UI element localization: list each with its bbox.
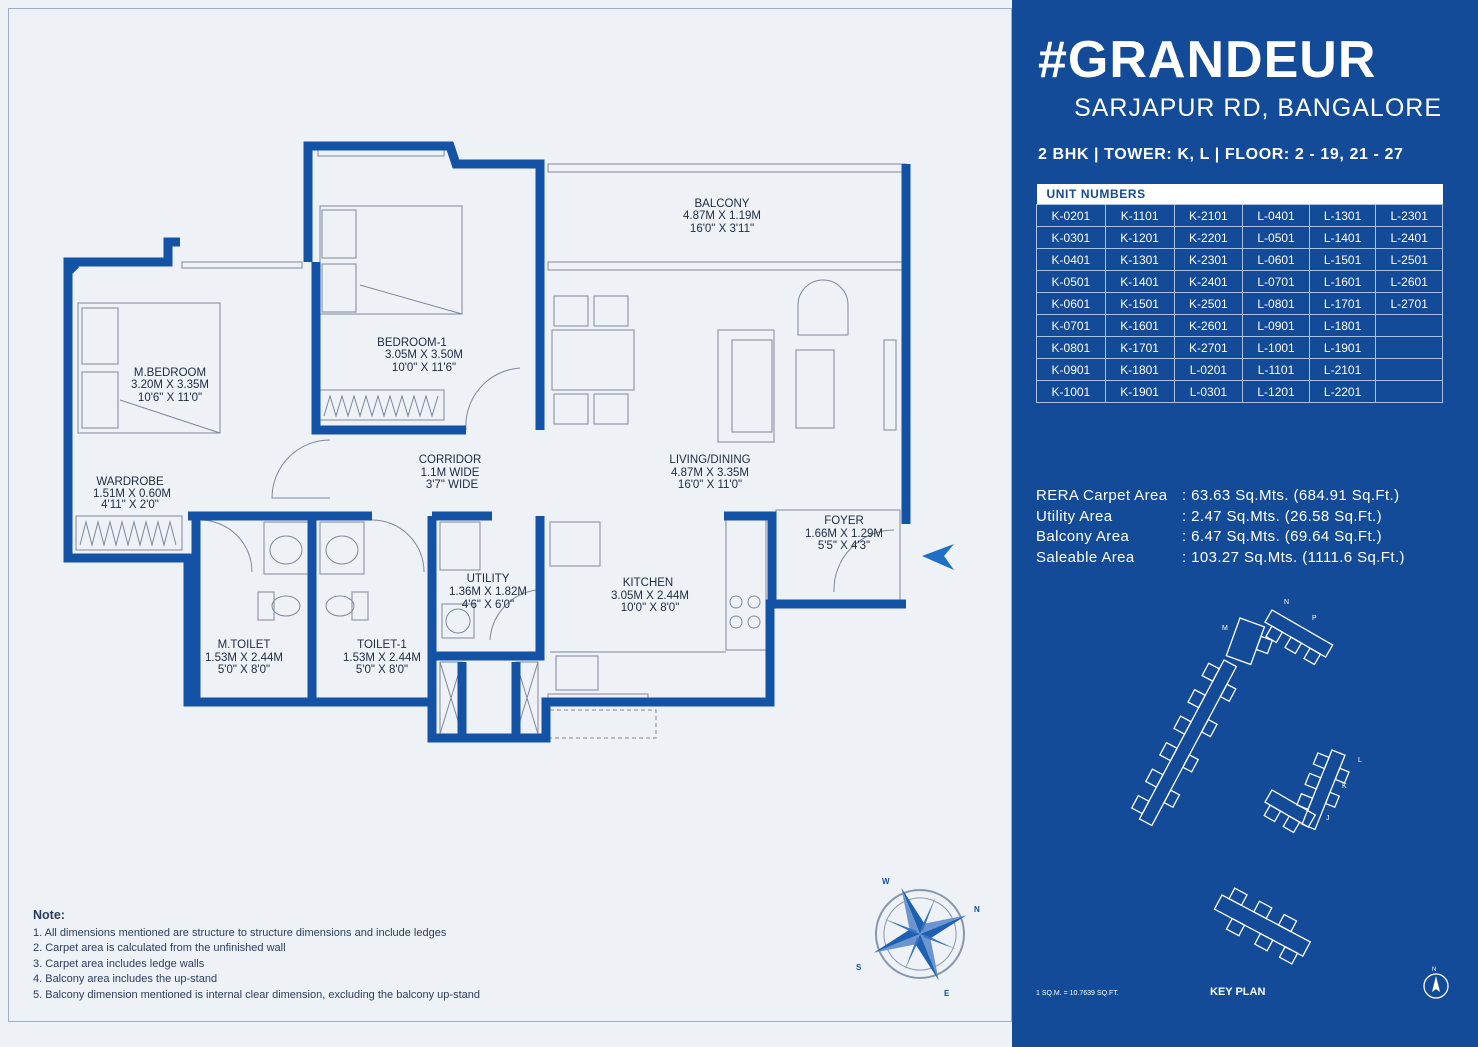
bedroom1-name: BEDROOM-1 (377, 337, 447, 349)
note-item: 3. Carpet area includes ledge walls (33, 957, 205, 970)
notes-title: Note: (33, 908, 65, 922)
table-row (1037, 271, 1443, 293)
table-row (1037, 205, 1443, 227)
armchair (798, 280, 848, 335)
unit-cell: K-0201 (1037, 205, 1106, 227)
compass-rose-icon (855, 869, 985, 999)
toilet1-metric: 1.53M X 2.44M (343, 652, 421, 664)
unit-cell: L-0801 (1243, 293, 1310, 315)
unit-cell: K-0701 (1037, 315, 1106, 337)
area-label: Balcony Area (1036, 528, 1130, 545)
unit-cell: K-2301 (1174, 249, 1243, 271)
unit-cell: K-1901 (1105, 381, 1174, 403)
table-row (1037, 337, 1443, 359)
unit-cell: K-1501 (1105, 293, 1174, 315)
unit-cell: K-1801 (1105, 359, 1174, 381)
wall (724, 516, 772, 604)
unit-cell (1376, 359, 1443, 381)
unit-cell: K-0601 (1037, 293, 1106, 315)
utility-name: UTILITY (466, 573, 510, 585)
tower-block (1129, 654, 1245, 830)
unit-cell: K-2401 (1174, 271, 1243, 293)
compass-e: E (944, 989, 950, 998)
living-name: LIVING/DINING (669, 454, 751, 466)
unit-cell: L-1401 (1309, 227, 1376, 249)
table-row (1037, 359, 1443, 381)
unit-cell: K-0401 (1037, 249, 1106, 271)
tower-block (1209, 884, 1316, 966)
wardrobe-hatch (80, 522, 176, 545)
foyer-metric: 1.66M X 1.29M (805, 528, 883, 540)
pillow (322, 210, 356, 258)
compass-w: W (882, 877, 890, 886)
unit-cell: K-0301 (1037, 227, 1106, 249)
tower-label: M (1222, 625, 1228, 632)
bedroom1-bed (320, 206, 462, 314)
chair (554, 394, 588, 424)
living-imperial: 16'0" X 11'0" (677, 479, 743, 491)
unit-cell: L-1301 (1309, 205, 1376, 227)
area-row (1036, 486, 1405, 507)
table-row (1037, 227, 1443, 249)
unit-cell (1376, 337, 1443, 359)
mbedroom-name: M.BEDROOM (133, 367, 207, 379)
bedroom1-metric: 3.05M X 3.50M (385, 349, 463, 361)
unit-spec: 2 BHK | TOWER: K, L | FLOOR: 2 - 19, 21 - 27 (1038, 146, 1404, 163)
unit-cell: L-2601 (1376, 271, 1443, 293)
conversion-note: 1 SQ.M. = 10.7639 SQ.FT. (1036, 990, 1119, 997)
unit-cell: K-2101 (1174, 205, 1243, 227)
outer-wall (308, 146, 540, 262)
kitchen-metric: 3.05M X 2.44M (611, 590, 689, 602)
mtoilet-imperial: 5'0" X 8'0" (217, 664, 271, 676)
tower-label: L (1358, 757, 1362, 764)
corridor-imperial: 3'7" WIDE (425, 479, 479, 491)
unit-cell: L-1001 (1243, 337, 1310, 359)
unit-cell: L-1701 (1309, 293, 1376, 315)
unit-cell: L-2401 (1376, 227, 1443, 249)
unit-cell: L-0601 (1243, 249, 1310, 271)
window (318, 150, 444, 156)
bedroom1-wardrobe-hatch (324, 396, 438, 416)
table-row (1037, 249, 1443, 271)
note-item: 1. All dimensions mentioned are structure to structure dimensions and include ledges (33, 926, 447, 939)
compass-s: S (856, 963, 862, 972)
tower-block (1259, 610, 1333, 668)
balcony-metric: 4.87M X 1.19M (683, 210, 761, 222)
tower-label: K (1342, 783, 1347, 790)
ledge (550, 710, 656, 738)
unit-cell: L-1601 (1309, 271, 1376, 293)
pillow (322, 264, 356, 312)
entrance-arrow-icon (922, 544, 954, 570)
unit-cell (1376, 315, 1443, 337)
north-label: N (1432, 967, 1437, 973)
unit-cell: K-1601 (1105, 315, 1174, 337)
utility-sink (440, 522, 480, 570)
unit-numbers-body (1037, 205, 1443, 403)
brand-title: #GRANDEUR (1038, 31, 1377, 89)
unit-cell: K-1101 (1105, 205, 1174, 227)
dining-table (552, 330, 634, 390)
chair (554, 296, 588, 326)
area-row (1036, 507, 1405, 528)
table-row (1037, 381, 1443, 403)
door-swing (466, 368, 520, 430)
unit-cell: K-2201 (1174, 227, 1243, 249)
wardrobe-metric: 1.51M X 0.60M (93, 488, 171, 500)
unit-cell: L-2101 (1309, 359, 1376, 381)
unit-cell: K-1301 (1105, 249, 1174, 271)
walls (68, 146, 906, 738)
balcony-imperial: 16'0" X 3'11" (689, 223, 755, 235)
toilet1-name: TOILET-1 (357, 639, 407, 651)
unit-cell: L-0401 (1243, 205, 1310, 227)
area-summary (1036, 486, 1405, 568)
area-row (1036, 527, 1405, 548)
notes-block (33, 908, 480, 1004)
balcony-rail (548, 262, 906, 270)
area-value: : 2.47 Sq.Mts. (26.58 Sq.Ft.) (1182, 507, 1383, 525)
unit-cell: K-1701 (1105, 337, 1174, 359)
mtoilet-metric: 1.53M X 2.44M (205, 652, 283, 664)
area-value: : 103.27 Sq.Mts. (1111.6 Sq.Ft.) (1182, 548, 1405, 566)
unit-cell: K-2501 (1174, 293, 1243, 315)
sink (556, 656, 598, 690)
area-value: : 63.63 Sq.Mts. (684.91 Sq.Ft.) (1182, 487, 1400, 504)
mtoilet-name: M.TOILET (217, 639, 271, 651)
toilet1-imperial: 5'0" X 8'0" (355, 664, 409, 676)
tower-block (1226, 618, 1275, 669)
chair (594, 394, 628, 424)
unit-cell: L-2301 (1376, 205, 1443, 227)
bedroom1-imperial: 10'0" X 11'6" (391, 362, 457, 374)
door-swing (372, 520, 424, 572)
table-row (1037, 315, 1443, 337)
living-metric: 4.87M X 3.35M (671, 467, 749, 479)
tower-label: P (1312, 615, 1317, 622)
tower-label: J (1326, 815, 1330, 822)
compass-n: N (974, 905, 980, 914)
wardrobe-imperial: 4'11" X 2'0" (101, 499, 159, 511)
area-row (1036, 548, 1405, 569)
corridor-name: CORRIDOR (418, 454, 482, 466)
note-item: 4. Balcony area includes the up-stand (33, 973, 218, 986)
kitchen-name: KITCHEN (622, 577, 674, 589)
tower-label: N (1284, 599, 1290, 606)
area-label: Saleable Area (1036, 548, 1135, 566)
note-item: 2. Carpet area is calculated from the unfinished wall (33, 942, 286, 955)
wardrobe-name: WARDROBE (96, 476, 164, 488)
window (182, 262, 302, 268)
unit-cell: L-0901 (1243, 315, 1310, 337)
unit-cell: K-1001 (1037, 381, 1106, 403)
key-plan-title: KEY PLAN (1210, 986, 1266, 998)
balcony-name: BALCONY (694, 198, 750, 210)
tv-unit (884, 340, 896, 430)
chair (594, 296, 628, 326)
location-subtitle: SARJAPUR RD, BANGALORE (1074, 94, 1442, 122)
door-swing (200, 520, 252, 572)
fridge (550, 522, 600, 566)
pillow (82, 372, 118, 428)
unit-cell: L-2501 (1376, 249, 1443, 271)
kitchen-counter (726, 520, 766, 650)
area-label: Utility Area (1036, 507, 1113, 525)
foyer-imperial: 5'5" X 4'3" (817, 540, 871, 552)
north-arrow-icon (1420, 964, 1452, 1004)
unit-cell: L-1501 (1309, 249, 1376, 271)
bedroom1-wardrobe (320, 390, 444, 420)
note-item: 5. Balcony dimension mentioned is internal clear dimension, excluding the balcony up-stand (33, 988, 480, 1001)
sofa (718, 330, 774, 442)
unit-cell (1376, 381, 1443, 403)
unit-numbers-title: UNIT NUMBERS (1037, 184, 1443, 205)
unit-cell: L-1801 (1309, 315, 1376, 337)
unit-cell: K-0901 (1037, 359, 1106, 381)
unit-cell: L-1901 (1309, 337, 1376, 359)
unit-cell: L-2201 (1309, 381, 1376, 403)
corridor-metric: 1.1M WIDE (420, 467, 480, 479)
unit-numbers-table (1036, 184, 1443, 403)
unit-cell: K-1201 (1105, 227, 1174, 249)
unit-cell: K-2601 (1174, 315, 1243, 337)
unit-cell: L-0501 (1243, 227, 1310, 249)
hob-burner (730, 596, 742, 608)
unit-cell: K-0801 (1037, 337, 1106, 359)
area-label: RERA Carpet Area (1036, 487, 1168, 504)
kitchen-imperial: 10'0" X 8'0" (620, 602, 680, 614)
coffee-table (796, 350, 834, 428)
unit-cell: L-0201 (1174, 359, 1243, 381)
unit-cell: L-0301 (1174, 381, 1243, 403)
foyer-name: FOYER (824, 515, 864, 527)
unit-cell: L-2701 (1376, 293, 1443, 315)
mbedroom-metric: 3.20M X 3.35M (131, 379, 209, 391)
utility-imperial: 4'6" X 6'0" (461, 599, 515, 611)
unit-cell: L-1201 (1243, 381, 1310, 403)
balcony-rail (548, 164, 906, 172)
pillow (82, 308, 118, 364)
utility-metric: 1.36M X 1.82M (449, 586, 527, 598)
key-plan-map (1112, 590, 1452, 970)
table-row (1037, 293, 1443, 315)
area-value: : 6.47 Sq.Mts. (69.64 Sq.Ft.) (1182, 528, 1383, 545)
unit-cell: K-0501 (1037, 271, 1106, 293)
unit-cell: L-1101 (1243, 359, 1310, 381)
unit-cell: K-1401 (1105, 271, 1174, 293)
mbedroom-imperial: 10'6" X 11'0" (137, 392, 203, 404)
info-panel (1012, 0, 1478, 1047)
unit-cell: K-2701 (1174, 337, 1243, 359)
door-swing (272, 440, 330, 498)
unit-cell: L-0701 (1243, 271, 1310, 293)
